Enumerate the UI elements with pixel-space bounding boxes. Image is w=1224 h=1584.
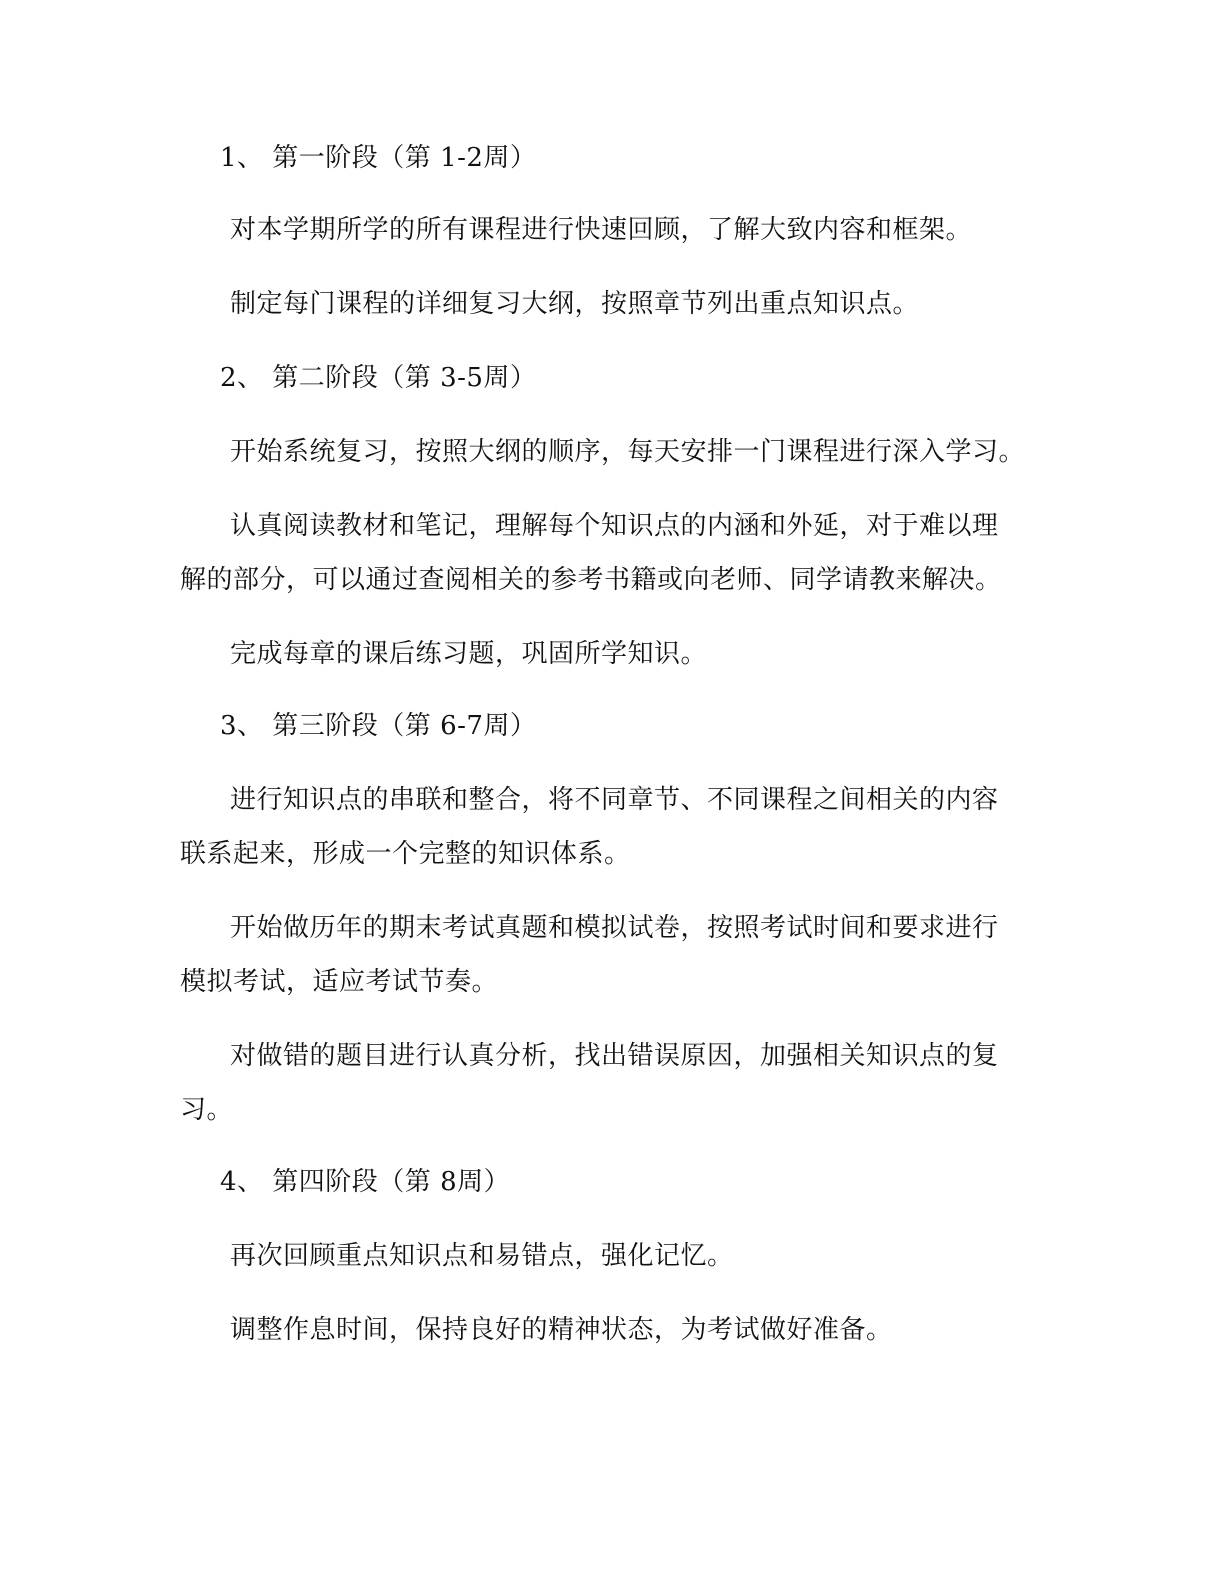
- section-heading-2: 2、 第二阶段（第 3-5周）: [220, 363, 537, 393]
- paragraph-line-continued: 解的部分，可以通过查阅相关的参考书籍或向老师、同学请教来解决。: [180, 565, 1002, 595]
- paragraph-line-continued: 联系起来，形成一个完整的知识体系。: [180, 839, 631, 869]
- paragraph-line: 对做错的题目进行认真分析，找出错误原因，加强相关知识点的复: [230, 1041, 999, 1071]
- paragraph-line-continued: 习。: [180, 1095, 234, 1125]
- paragraph-line: 认真阅读教材和笔记，理解每个知识点的内涵和外延，对于难以理: [230, 511, 999, 541]
- paragraph-line: 完成每章的课后练习题，巩固所学知识。: [230, 639, 708, 669]
- paragraph-line: 进行知识点的串联和整合，将不同章节、不同课程之间相关的内容: [230, 785, 999, 815]
- section-heading-4: 4、 第四阶段（第 8周）: [220, 1167, 511, 1197]
- section-heading-3: 3、 第三阶段（第 6-7周）: [220, 711, 537, 741]
- paragraph-line: 对本学期所学的所有课程进行快速回顾，了解大致内容和框架。: [230, 215, 973, 245]
- paragraph-line: 制定每门课程的详细复习大纲，按照章节列出重点知识点。: [230, 289, 920, 319]
- section-heading-1: 1、 第一阶段（第 1-2周）: [220, 143, 537, 173]
- paragraph-line: 调整作息时间，保持良好的精神状态，为考试做好准备。: [230, 1315, 893, 1345]
- paragraph-line: 再次回顾重点知识点和易错点，强化记忆。: [230, 1241, 734, 1271]
- paragraph-line: 开始做历年的期末考试真题和模拟试卷，按照考试时间和要求进行: [230, 913, 999, 943]
- paragraph-line-continued: 模拟考试，适应考试节奏。: [180, 967, 499, 997]
- paragraph-line: 开始系统复习，按照大纲的顺序，每天安排一门课程进行深入学习。: [230, 437, 1026, 467]
